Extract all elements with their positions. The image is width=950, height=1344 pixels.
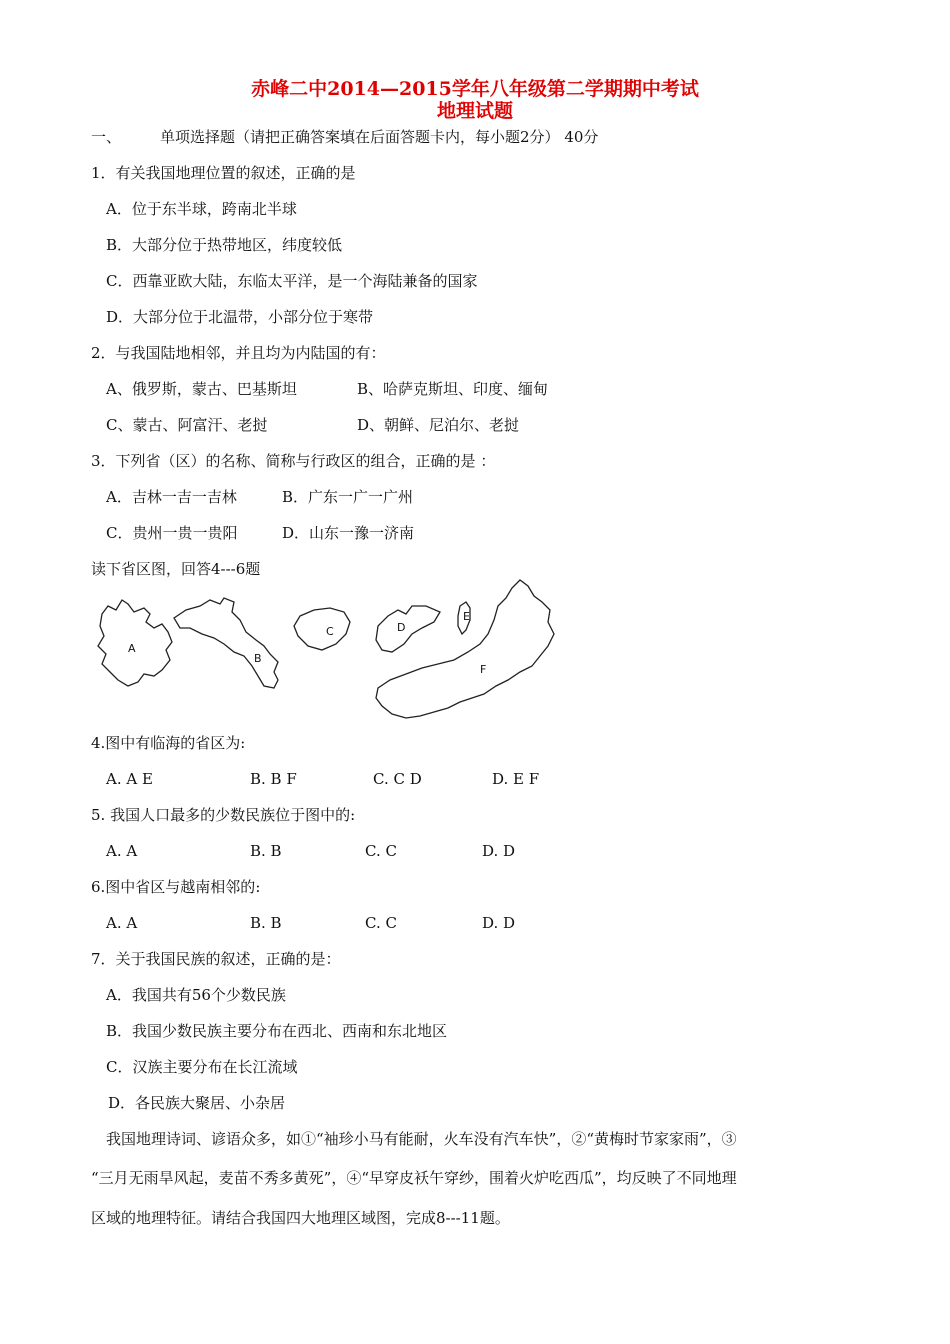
province-outline-d bbox=[376, 606, 440, 652]
question-4-stem: 4.图中有临海的省区为: bbox=[91, 734, 246, 752]
question-6-stem: 6.图中省区与越南相邻的: bbox=[91, 878, 261, 896]
question-7-stem: 7．关于我国民族的叙述，正确的是： bbox=[91, 950, 341, 968]
province-outline-f bbox=[376, 580, 554, 718]
question-4-option-a: A. A E bbox=[106, 770, 153, 788]
section-number: 一、 bbox=[91, 128, 122, 146]
question-5-option-c: C. C bbox=[365, 842, 397, 860]
passage-line-3: 区域的地理特征。请结合我国四大地理区域图，完成8---11题。 bbox=[91, 1209, 510, 1227]
question-3-option-d: D．山东一豫一济南 bbox=[282, 524, 415, 542]
section-heading: 单项选择题（请把正确答案填在后面答题卡内，每小题2分） 40分 bbox=[160, 128, 599, 146]
province-label-f: F bbox=[480, 663, 487, 676]
province-label-c: C bbox=[326, 625, 334, 638]
question-1-option-a: A．位于东半球，跨南北半球 bbox=[106, 200, 297, 218]
question-1-option-d: D．大部分位于北温带，小部分位于寒带 bbox=[106, 308, 374, 326]
question-1-stem: 1．有关我国地理位置的叙述，正确的是 bbox=[91, 164, 356, 182]
exam-title: 赤峰二中2014—2015学年八年级第二学期期中考试 bbox=[251, 78, 699, 100]
question-6-option-b: B. B bbox=[250, 914, 282, 932]
question-6-option-c: C. C bbox=[365, 914, 397, 932]
province-label-d: D bbox=[397, 621, 406, 634]
question-6-option-a: A. A bbox=[106, 914, 138, 932]
province-label-a: A bbox=[128, 642, 136, 655]
question-2-option-b: B、哈萨克斯坦、印度、缅甸 bbox=[357, 380, 549, 398]
question-6-option-d: D. D bbox=[482, 914, 516, 932]
province-label-b: B bbox=[254, 652, 262, 665]
passage-line-1: 我国地理诗词、谚语众多，如①“袖珍小马有能耐，火车没有汽车快”，②“黄梅时节家家雨”，③ bbox=[106, 1130, 737, 1148]
exam-subtitle: 地理试题 bbox=[436, 100, 513, 122]
question-5-option-d: D. D bbox=[482, 842, 516, 860]
question-3-option-b: B．广东一广一广州 bbox=[282, 488, 414, 506]
question-7-option-a: A．我国共有56个少数民族 bbox=[106, 986, 286, 1004]
question-4-option-d: D. E F bbox=[492, 770, 540, 788]
map-intro: 读下省区图，回答4---6题 bbox=[91, 560, 261, 578]
question-5-stem: 5. 我国人口最多的少数民族位于图中的: bbox=[91, 806, 356, 824]
question-4-option-c: C. C D bbox=[373, 770, 422, 788]
question-4-option-b: B. B F bbox=[250, 770, 297, 788]
question-1-option-b: B．大部分位于热带地区，纬度较低 bbox=[106, 236, 343, 254]
question-7-option-b: B．我国少数民族主要分布在西北、西南和东北地区 bbox=[106, 1022, 448, 1040]
province-map bbox=[88, 576, 578, 728]
question-2-stem: 2．与我国陆地相邻，并且均为内陆国的有： bbox=[91, 344, 386, 362]
question-5-option-b: B. B bbox=[250, 842, 282, 860]
province-outline-b bbox=[174, 598, 278, 688]
question-2-option-a: A、俄罗斯，蒙古、巴基斯坦 bbox=[106, 380, 297, 398]
question-2-option-c: C、蒙古、阿富汗、老挝 bbox=[106, 416, 268, 434]
question-7-option-c: C．汉族主要分布在长江流域 bbox=[106, 1058, 298, 1076]
province-label-e: E bbox=[463, 610, 470, 623]
province-outline-c bbox=[294, 608, 350, 650]
question-1-option-c: C．西靠亚欧大陆，东临太平洋，是一个海陆兼备的国家 bbox=[106, 272, 478, 290]
question-5-option-a: A. A bbox=[106, 842, 138, 860]
question-3-stem: 3．下列省（区）的名称、简称与行政区的组合，正确的是 ： bbox=[91, 452, 496, 470]
question-2-option-d: D、朝鲜、尼泊尔、老挝 bbox=[357, 416, 520, 434]
question-7-option-d: D．各民族大聚居、小杂居 bbox=[108, 1094, 286, 1112]
passage-line-2: “三月无雨旱风起，麦苗不秀多黄死”，④“早穿皮袄午穿纱，围着火炉吃西瓜”，均反映了不同地理 bbox=[91, 1169, 737, 1187]
question-3-option-c: C．贵州一贵一贵阳 bbox=[106, 524, 238, 542]
question-3-option-a: A．吉林一吉一吉林 bbox=[106, 488, 237, 506]
province-map-svg bbox=[88, 576, 578, 728]
